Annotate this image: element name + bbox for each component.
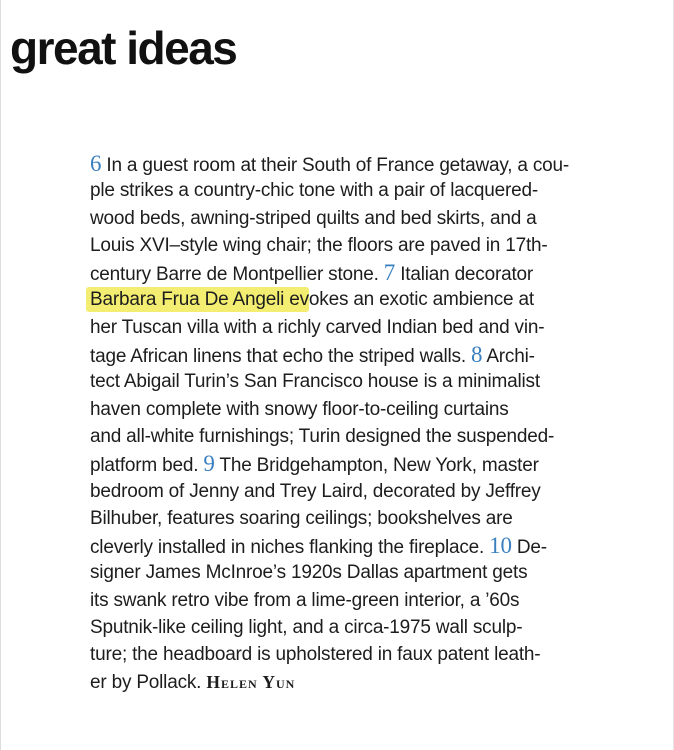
article-line	[90, 532, 630, 559]
item-number: 10	[489, 533, 512, 559]
item-number: 7	[383, 260, 396, 286]
line-text: tage African linens that echo the striped walls.	[90, 346, 471, 368]
line-text: In a guest room at their South of France getaway, a cou-	[101, 155, 570, 176]
highlighted-text: Barbara Frua De Angeli ev	[86, 287, 309, 312]
section-title: great ideas	[10, 22, 237, 74]
article-line: wood beds, awning-striped quilts and bed skirts, and a	[90, 207, 537, 229]
article-line: tect Abigail Turin’s San Francisco house is a minimalist	[90, 371, 540, 393]
line-text: okes an exotic ambience at	[308, 289, 534, 311]
line-text: er by Pollack.	[90, 671, 207, 693]
line-text: century Barre de Montpellier stone.	[90, 264, 384, 286]
line-text: De-	[511, 537, 547, 559]
article-line	[90, 286, 630, 313]
article-line: and all-white furnishings; Turin designed the suspended-	[90, 425, 555, 447]
article-line: her Tuscan villa with a richly carved Indian bed and vin-	[90, 316, 545, 338]
line-text: cleverly installed in niches flanking the fireplace.	[90, 537, 490, 559]
article-line: bedroom of Jenny and Trey Laird, decorated by Jeffrey	[90, 480, 541, 502]
article-line: Louis XVI–style wing chair; the floors are paved in 17th-	[90, 234, 548, 256]
item-number: 8	[470, 342, 483, 368]
author-byline: Helen Yun	[206, 671, 296, 692]
article-line: its swank retro vibe from a lime-green interior, a ’60s	[90, 589, 520, 611]
article-line	[90, 150, 630, 177]
article-line	[90, 341, 630, 368]
article-line: Sputnik-like ceiling light, and a circa-1975 wall sculp-	[90, 617, 523, 639]
line-text: The Bridgehampton, New York, master	[214, 455, 539, 477]
article-line	[90, 259, 630, 286]
item-number: 6	[90, 151, 102, 176]
article-line: Bilhuber, features soaring ceilings; bookshelves are	[90, 507, 513, 529]
article-line: ture; the headboard is upholstered in faux patent leath-	[90, 644, 541, 666]
article-body	[90, 150, 630, 696]
article-line	[90, 669, 630, 696]
article-line	[90, 450, 630, 477]
line-text: Italian decorator	[395, 264, 534, 286]
line-text: Archi-	[482, 346, 535, 368]
article-line: haven complete with snowy floor-to-ceiling curtains	[90, 398, 509, 420]
article-line: signer James McInroe’s 1920s Dallas apartment gets	[90, 562, 528, 584]
item-number: 9	[203, 451, 215, 477]
line-text: platform bed.	[90, 455, 204, 477]
article-line: ple strikes a country-chic tone with a pair of lacquered-	[90, 180, 538, 202]
